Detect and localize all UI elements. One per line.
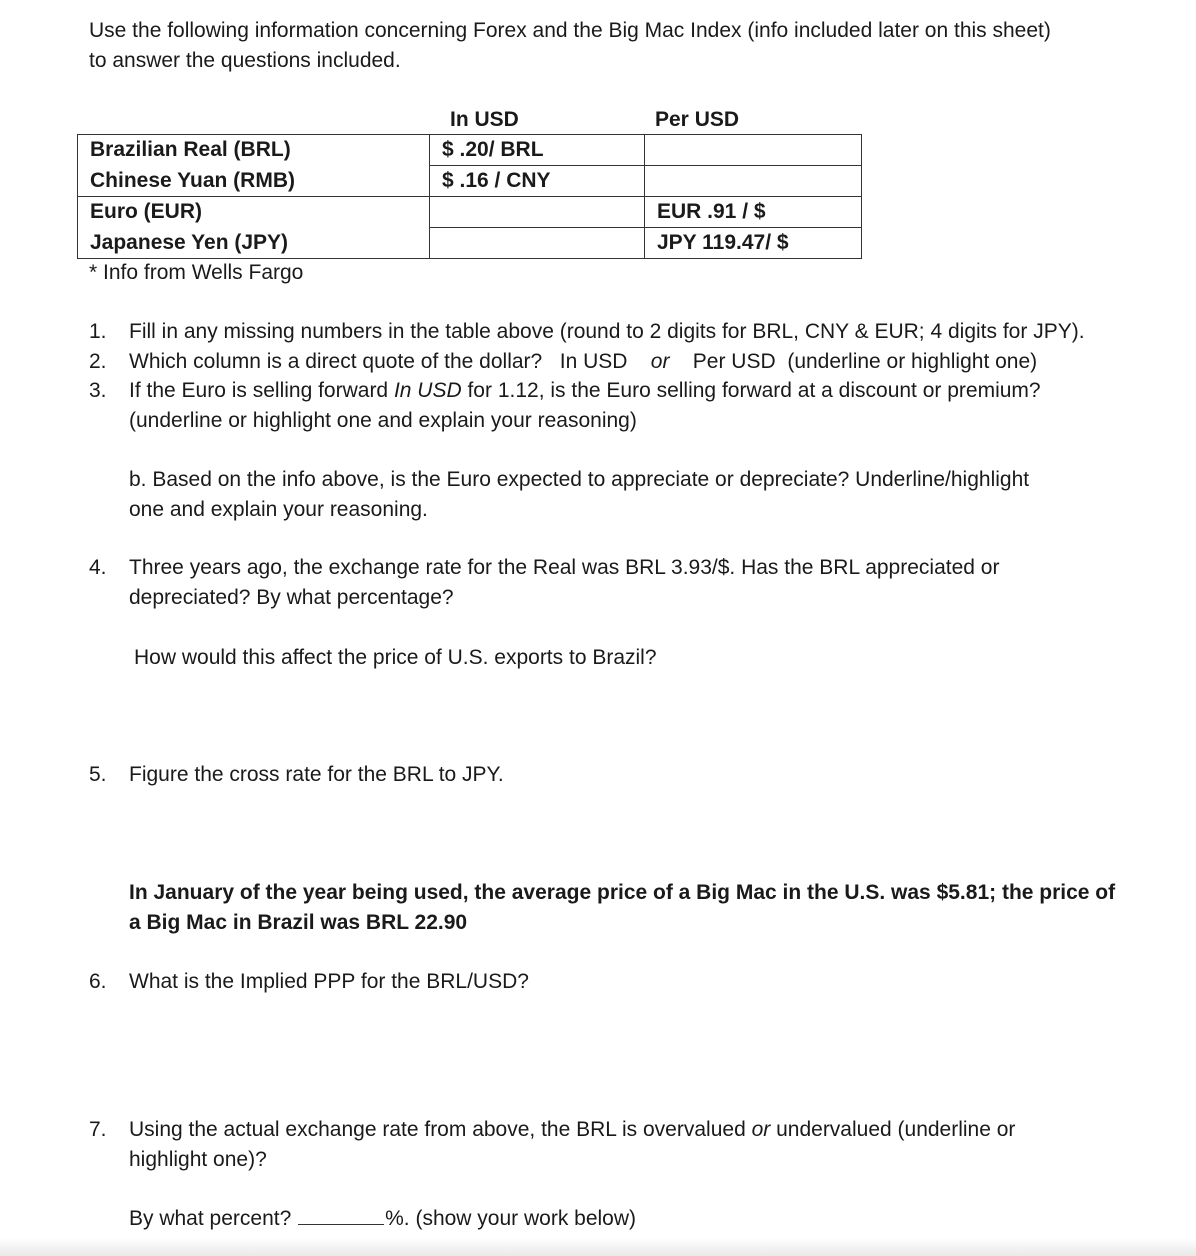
question-number: 5. (89, 763, 107, 786)
percent-answer-line (129, 1204, 636, 1234)
in-usd-cell: $ .20/ BRL (430, 135, 645, 166)
question-text: Using the actual exchange rate from above, the BRL is overvalued (129, 1118, 752, 1141)
currency-name: Euro (EUR) (78, 197, 430, 228)
currency-name: Brazilian Real (BRL) (78, 135, 430, 166)
question-text: Fill in any missing numbers in the table above (round to 2 digits for BRL, CNY & EUR; 4 digits for JPY). (129, 320, 1085, 343)
in-usd-cell: $ .16 / CNY (430, 166, 645, 197)
question-instruction: (underline or highlight one and explain your reasoning) (129, 409, 637, 432)
exchange-rate-table (77, 134, 862, 259)
question-number: 6. (89, 970, 107, 993)
or-connector: or (650, 350, 670, 373)
question-1 (89, 317, 1085, 347)
question-text: Which column is a direct quote of the dollar? (129, 350, 543, 373)
question-number: 2. (89, 350, 107, 373)
per-usd-cell (645, 166, 862, 197)
big-mac-line: a Big Mac in Brazil was BRL 22.90 (129, 911, 468, 934)
big-mac-line: In January of the year being used, the average price of a Big Mac in the U.S. was $5.81; the price of (129, 881, 1116, 904)
intro-line-2: to answer the questions included. (89, 49, 401, 72)
question-4-followup: How would this affect the price of U.S. exports to Brazil? (134, 646, 657, 669)
question-3 (89, 376, 1041, 436)
question-2 (89, 347, 1037, 377)
question-text: for 1.12, is the Euro selling forward at a discount or premium? (461, 379, 1041, 402)
question-6 (89, 967, 529, 997)
question-number: 7. (89, 1118, 107, 1141)
option-in-usd[interactable]: In USD (559, 350, 628, 373)
question-emphasis: In USD (393, 379, 462, 402)
currency-name: Japanese Yen (JPY) (78, 228, 430, 259)
currency-name: Chinese Yuan (RMB) (78, 166, 430, 197)
intro-text (89, 16, 1051, 76)
per-usd-cell (645, 135, 862, 166)
table-row (78, 197, 862, 228)
percent-suffix: %. (show your work below) (385, 1207, 637, 1230)
question-text: Figure the cross rate for the BRL to JPY. (129, 763, 504, 786)
question-text: What is the Implied PPP for the BRL/USD? (129, 970, 529, 993)
question-text: one and explain your reasoning. (129, 498, 428, 521)
page-bottom-edge (0, 1238, 1196, 1256)
question-text: Three years ago, the exchange rate for the Real was BRL 3.93/$. Has the BRL appreciated or (129, 556, 1000, 579)
question-number: 4. (89, 556, 107, 579)
table-source-note: * Info from Wells Fargo (89, 261, 304, 284)
question-instruction: (underline or highlight one) (787, 350, 1038, 373)
question-7 (89, 1115, 1015, 1175)
per-usd-cell: JPY 119.47/ $ (645, 228, 862, 259)
question-4 (89, 553, 999, 613)
table-row (78, 166, 862, 197)
question-text: If the Euro is selling forward (129, 379, 394, 402)
percent-answer-blank[interactable] (298, 1206, 384, 1225)
question-text: undervalued (underline or (770, 1118, 1016, 1141)
in-usd-cell (430, 197, 645, 228)
table-row (78, 228, 862, 259)
question-number: 3. (89, 379, 107, 402)
option-per-usd[interactable]: Per USD (692, 350, 776, 373)
column-header-in-usd: In USD (450, 108, 519, 131)
table-row (78, 135, 862, 166)
question-number: 1. (89, 320, 107, 343)
question-3b (129, 465, 1029, 525)
question-text: highlight one)? (129, 1148, 267, 1171)
per-usd-cell: EUR .91 / $ (645, 197, 862, 228)
question-text: b. Based on the info above, is the Euro expected to appreciate or depreciate? Underline/highlight (129, 468, 1030, 491)
question-emphasis: or (751, 1118, 771, 1141)
question-text: depreciated? By what percentage? (129, 586, 454, 609)
intro-line-1: Use the following information concerning Forex and the Big Mac Index (info included later on this sheet) (89, 19, 1051, 42)
in-usd-cell (430, 228, 645, 259)
column-header-per-usd: Per USD (655, 108, 740, 131)
percent-label: By what percent? (129, 1207, 292, 1230)
big-mac-info (129, 878, 1115, 938)
question-5 (89, 760, 504, 790)
